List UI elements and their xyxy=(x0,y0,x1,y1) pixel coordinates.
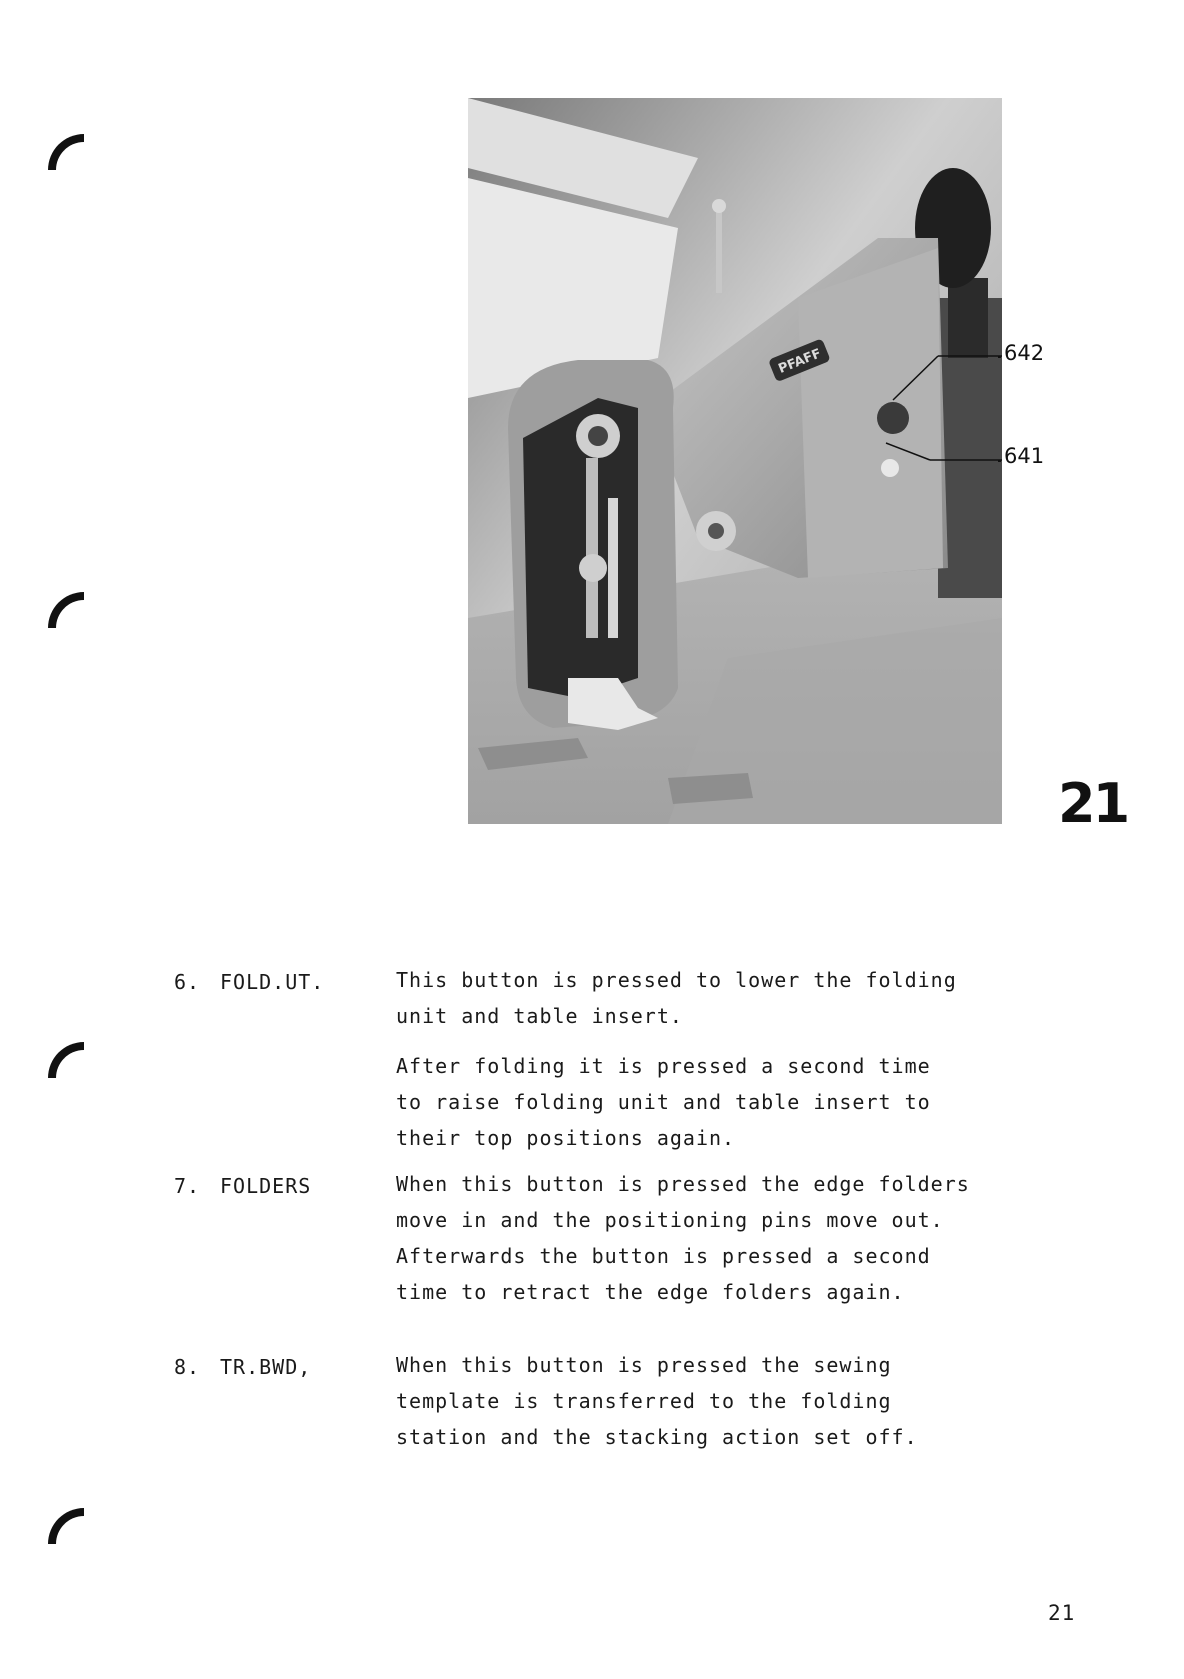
item-name: TR.BWD, xyxy=(220,1355,312,1379)
callout-leader-642 xyxy=(998,356,1001,358)
sewing-machine-photo xyxy=(468,98,1002,824)
callout-label-642: 642 xyxy=(1004,341,1045,365)
item-description: This button is pressed to lower the folding unit and table insert. xyxy=(396,968,957,1028)
punch-hole-mark xyxy=(48,134,84,170)
item-name: FOLDERS xyxy=(220,1174,312,1198)
item-description: After folding it is pressed a second time to raise folding unit and table insert to their top positions again. xyxy=(396,1054,931,1150)
punch-hole-mark xyxy=(48,1508,84,1544)
callout-label-641: 641 xyxy=(1004,444,1045,468)
item-description: When this button is pressed the sewing template is transferred to the folding station and the stacking action set off. xyxy=(396,1353,918,1449)
page-number: 21 xyxy=(1048,1601,1076,1625)
page-marker: 21 xyxy=(1058,772,1128,835)
item-number: 6. xyxy=(174,970,201,994)
item-number: 7. xyxy=(174,1174,201,1198)
punch-hole-mark xyxy=(48,592,84,628)
callout-leader-641 xyxy=(998,460,1001,462)
punch-hole-mark xyxy=(48,1042,84,1078)
item-number: 8. xyxy=(174,1355,201,1379)
item-description: When this button is pressed the edge folders move in and the positioning pins move out. Afterwards the button is pressed a second time to retract the edge folders again. xyxy=(396,1172,970,1304)
item-name: FOLD.UT. xyxy=(220,970,325,994)
brand-badge: PFAFF xyxy=(776,346,824,377)
